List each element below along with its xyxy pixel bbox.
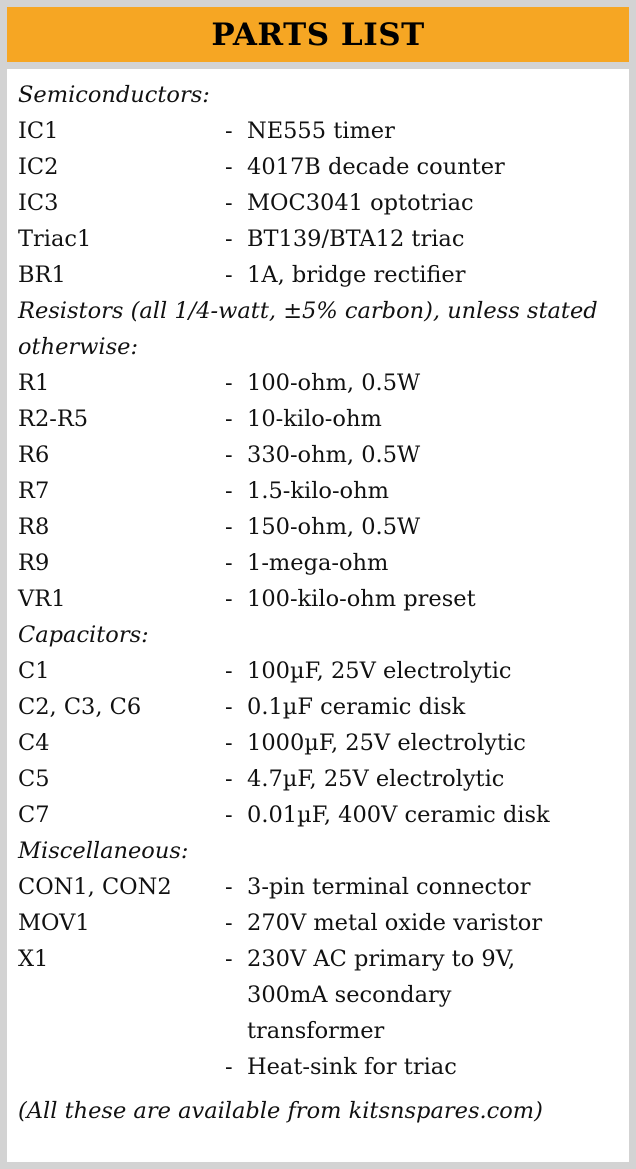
list-item bbox=[18, 149, 624, 185]
part-ref: IC2 bbox=[18, 154, 59, 180]
list-item-continuation bbox=[18, 977, 624, 1013]
list-item bbox=[18, 797, 624, 833]
parts-content bbox=[18, 77, 624, 1129]
list-item bbox=[18, 869, 624, 905]
dash: - bbox=[225, 910, 233, 936]
part-ref: X1 bbox=[18, 946, 49, 972]
list-item bbox=[18, 545, 624, 581]
dash: - bbox=[225, 946, 233, 972]
section-heading-semiconductors: Semiconductors: bbox=[18, 82, 210, 108]
list-item bbox=[18, 401, 624, 437]
list-item bbox=[18, 221, 624, 257]
list-item bbox=[18, 1049, 624, 1085]
list-item bbox=[18, 581, 624, 617]
dash: - bbox=[225, 730, 233, 756]
part-ref: R1 bbox=[18, 370, 50, 396]
part-ref: R6 bbox=[18, 442, 50, 468]
part-desc: 1A, bridge rectifier bbox=[247, 262, 466, 288]
dash: - bbox=[225, 118, 233, 144]
dash: - bbox=[225, 262, 233, 288]
part-ref: R8 bbox=[18, 514, 50, 540]
part-ref: C7 bbox=[18, 802, 50, 828]
part-desc: 100µF, 25V electrolytic bbox=[247, 658, 512, 684]
footer-note: (All these are available from kitsnspares.com) bbox=[18, 1098, 543, 1124]
part-desc-continued: 300mA secondary bbox=[247, 982, 452, 1008]
dash: - bbox=[225, 1054, 233, 1080]
list-item bbox=[18, 761, 624, 797]
header-bar bbox=[7, 7, 629, 69]
list-item-continuation bbox=[18, 1013, 624, 1049]
page-title: PARTS LIST bbox=[211, 16, 425, 53]
part-desc: 270V metal oxide varistor bbox=[247, 910, 543, 936]
dash: - bbox=[225, 586, 233, 612]
part-ref: R7 bbox=[18, 478, 50, 504]
dash: - bbox=[225, 694, 233, 720]
part-ref: C5 bbox=[18, 766, 50, 792]
part-desc: 150-ohm, 0.5W bbox=[247, 514, 421, 540]
list-item bbox=[18, 185, 624, 221]
section-heading-miscellaneous: Miscellaneous: bbox=[18, 838, 189, 864]
part-desc: 3-pin terminal connector bbox=[247, 874, 531, 900]
dash: - bbox=[225, 802, 233, 828]
dash: - bbox=[225, 226, 233, 252]
part-desc: 1.5-kilo-ohm bbox=[247, 478, 389, 504]
part-desc: NE555 timer bbox=[247, 118, 395, 144]
part-desc: 4017B decade counter bbox=[247, 154, 505, 180]
list-item bbox=[18, 905, 624, 941]
dash: - bbox=[225, 370, 233, 396]
part-ref: IC1 bbox=[18, 118, 59, 144]
part-ref: MOV1 bbox=[18, 910, 90, 936]
dash: - bbox=[225, 190, 233, 216]
list-item bbox=[18, 689, 624, 725]
list-item bbox=[18, 437, 624, 473]
part-ref: C2, C3, C6 bbox=[18, 694, 142, 720]
dash: - bbox=[225, 766, 233, 792]
list-item bbox=[18, 113, 624, 149]
list-item bbox=[18, 509, 624, 545]
part-desc: 1-mega-ohm bbox=[247, 550, 389, 576]
part-ref: IC3 bbox=[18, 190, 59, 216]
part-desc: 100-ohm, 0.5W bbox=[247, 370, 421, 396]
list-item bbox=[18, 365, 624, 401]
part-desc: MOC3041 optotriac bbox=[247, 190, 474, 216]
part-ref: C1 bbox=[18, 658, 50, 684]
list-item bbox=[18, 257, 624, 293]
dash: - bbox=[225, 154, 233, 180]
part-desc: BT139/BTA12 triac bbox=[247, 226, 465, 252]
part-ref: C4 bbox=[18, 730, 50, 756]
part-ref: Triac1 bbox=[18, 226, 92, 252]
list-item bbox=[18, 653, 624, 689]
part-desc: Heat-sink for triac bbox=[247, 1054, 457, 1080]
dash: - bbox=[225, 550, 233, 576]
part-desc: 100-kilo-ohm preset bbox=[247, 586, 476, 612]
dash: - bbox=[225, 658, 233, 684]
dash: - bbox=[225, 514, 233, 540]
section-heading-capacitors: Capacitors: bbox=[18, 622, 149, 648]
part-desc: 4.7µF, 25V electrolytic bbox=[247, 766, 505, 792]
dash: - bbox=[225, 406, 233, 432]
part-ref: R9 bbox=[18, 550, 50, 576]
list-item bbox=[18, 941, 624, 977]
dash: - bbox=[225, 874, 233, 900]
part-ref: BR1 bbox=[18, 262, 66, 288]
part-desc: 0.1µF ceramic disk bbox=[247, 694, 466, 720]
section-heading-resistors: Resistors (all 1/4-watt, ±5% carbon), unless stated otherwise: bbox=[18, 298, 598, 360]
list-item bbox=[18, 473, 624, 509]
part-ref: R2-R5 bbox=[18, 406, 89, 432]
part-desc: 330-ohm, 0.5W bbox=[247, 442, 421, 468]
list-item bbox=[18, 725, 624, 761]
part-desc-continued: transformer bbox=[247, 1018, 385, 1044]
part-desc: 10-kilo-ohm bbox=[247, 406, 382, 432]
part-ref: CON1, CON2 bbox=[18, 874, 172, 900]
part-desc: 1000µF, 25V electrolytic bbox=[247, 730, 526, 756]
part-desc: 230V AC primary to 9V, bbox=[247, 946, 516, 972]
dash: - bbox=[225, 442, 233, 468]
part-ref: VR1 bbox=[18, 586, 66, 612]
dash: - bbox=[225, 478, 233, 504]
part-desc: 0.01µF, 400V ceramic disk bbox=[247, 802, 550, 828]
